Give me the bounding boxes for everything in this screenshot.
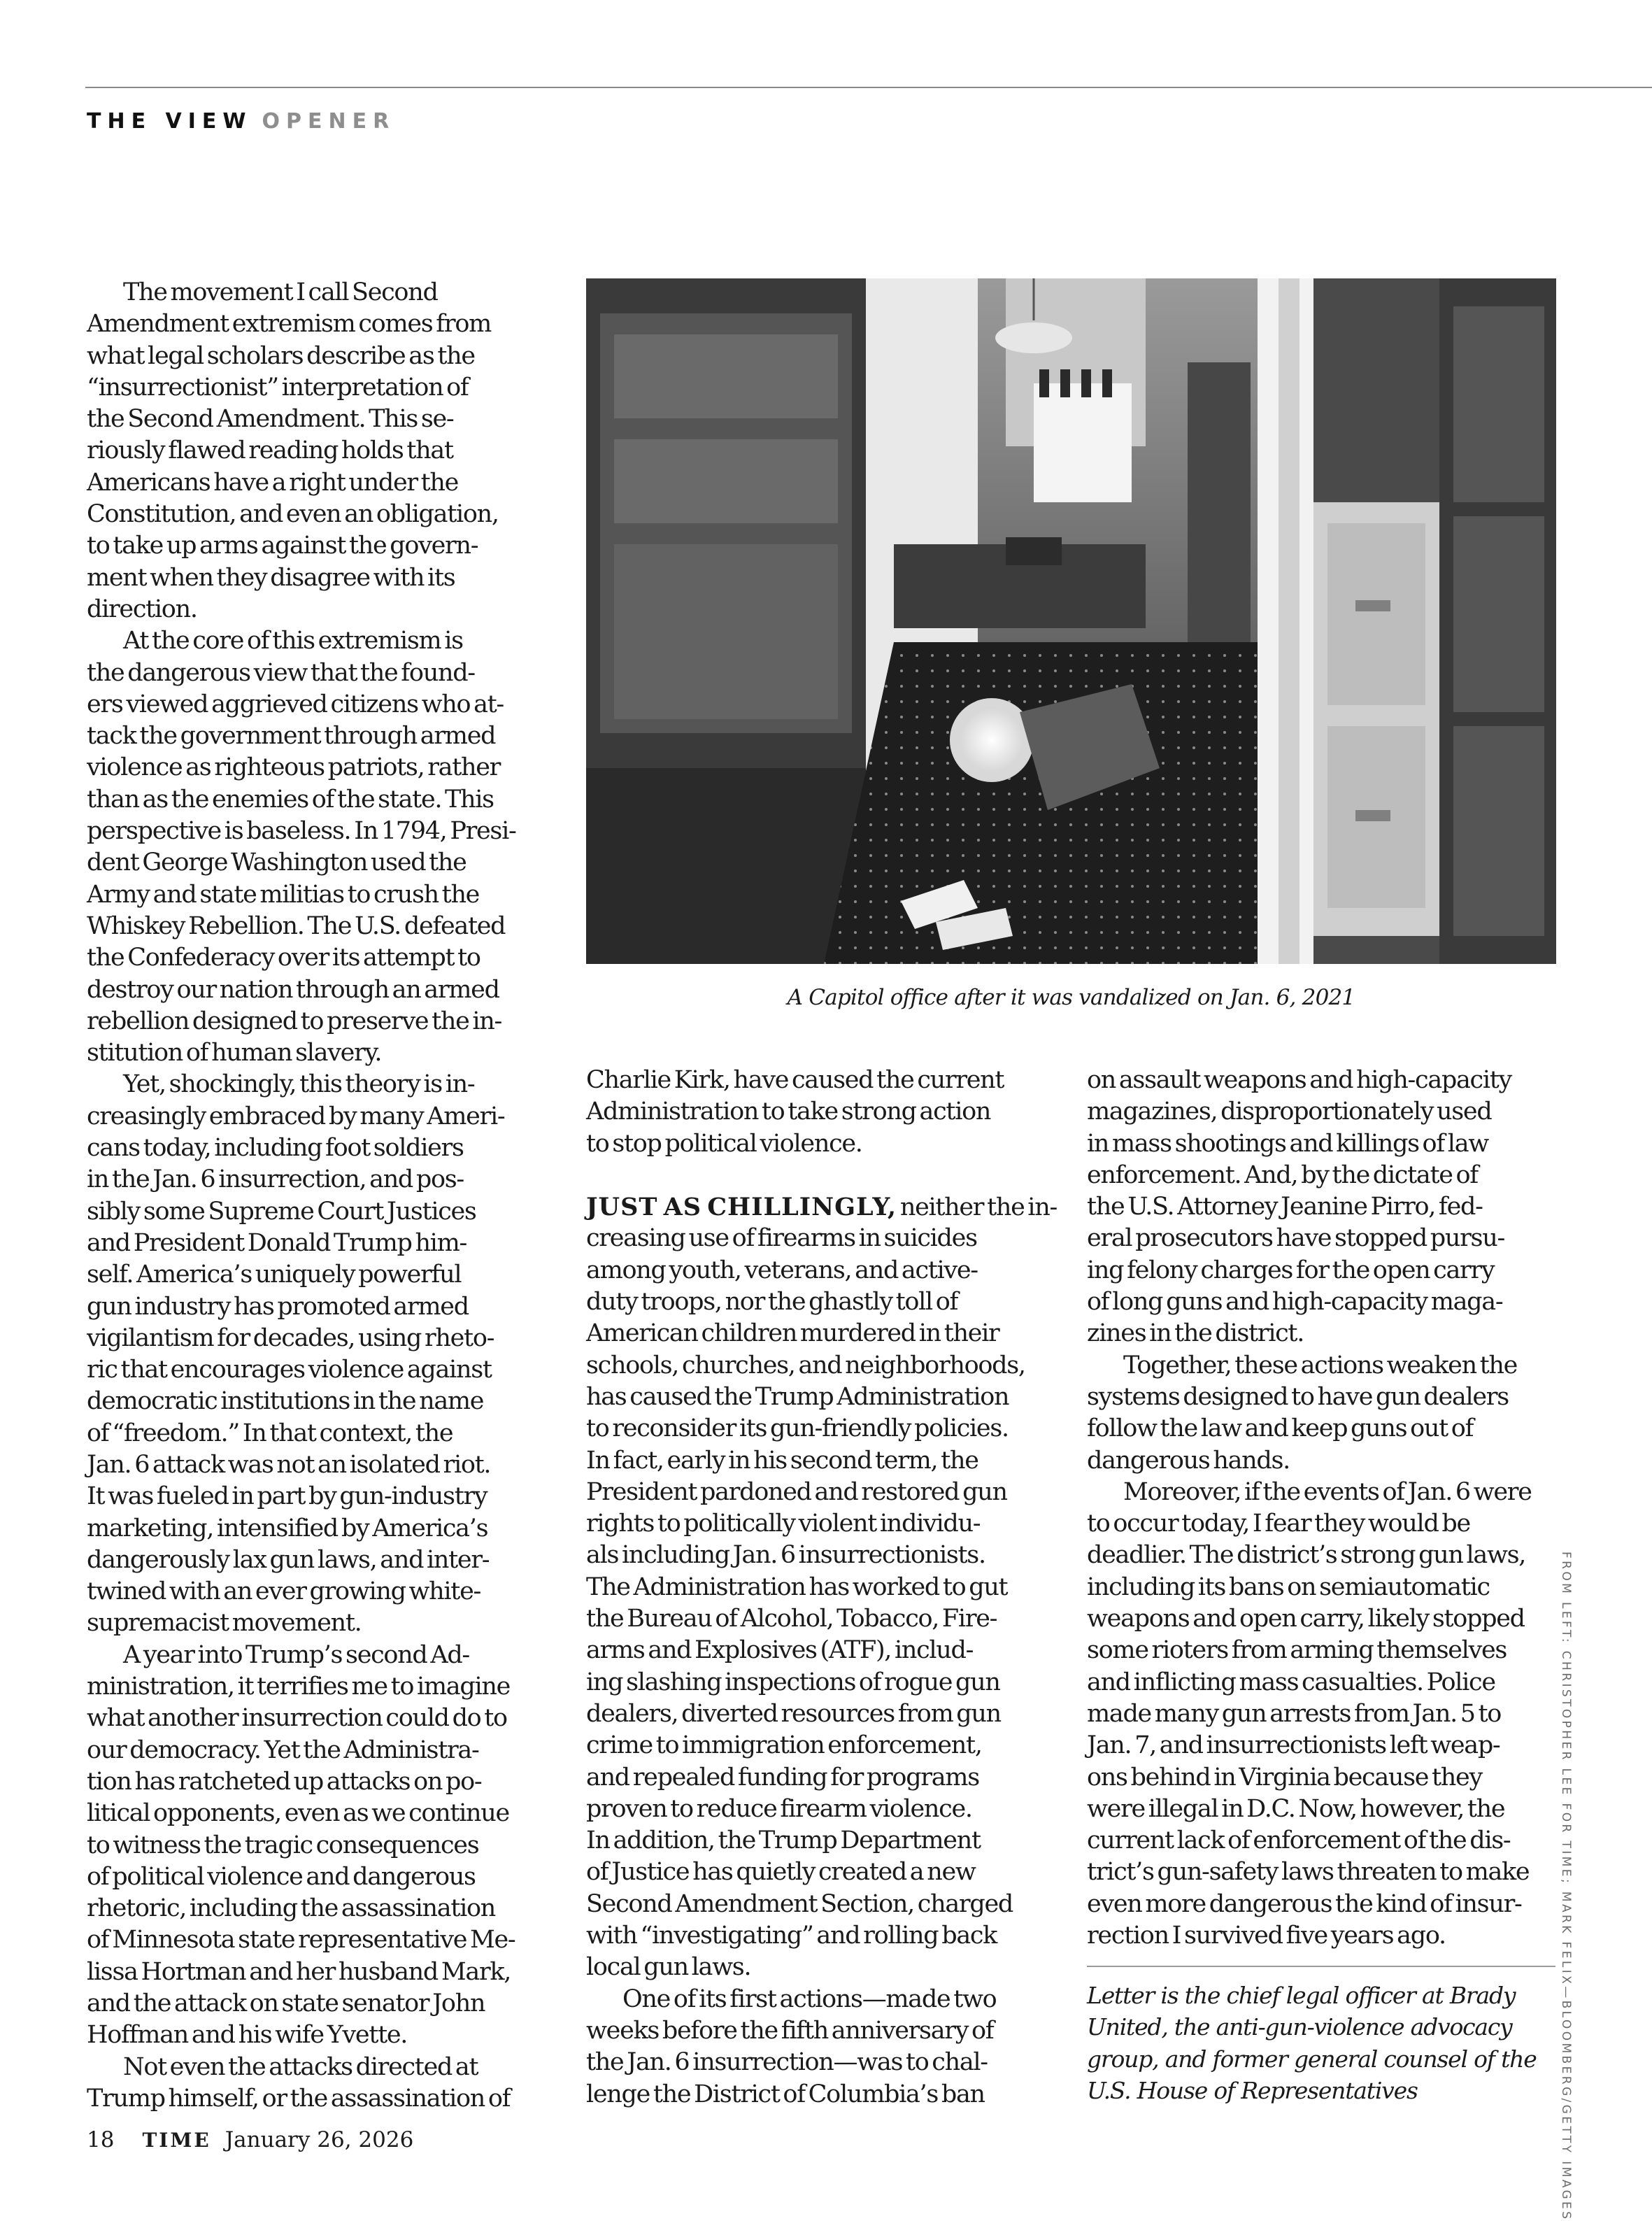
article-column-1 [87, 277, 516, 2115]
text-line: of Justice has quietly created a new [586, 1858, 976, 1887]
text-line: ment when they disagree with its [87, 563, 455, 592]
text-line: systems designed to have gun dealers [1087, 1382, 1509, 1411]
text-line: weeks before the fifth anniversary of [586, 2016, 994, 2045]
text-line: to take up arms against the govern- [87, 532, 478, 560]
text-line: Hoffman and his wife Yvette. [87, 2021, 408, 2050]
text-line: lissa Hortman and her husband Mark, [87, 1957, 511, 1986]
text-line: in mass shootings and killings of law [1087, 1129, 1488, 1158]
text-line: deadlier. The district’s strong gun laws, [1087, 1541, 1526, 1570]
text-line: local gun laws. [586, 1953, 751, 1982]
text-line: ers viewed aggrieved citizens who at- [87, 690, 504, 718]
text-line: to witness the tragic consequences [87, 1831, 479, 1859]
issue-date: January 26, 2026 [225, 2127, 414, 2152]
bio-line: Letter is the chief legal officer at Brady [1087, 1982, 1516, 2009]
text-line: Jan. 6 attack was not an isolated riot. [87, 1450, 491, 1479]
text-line: the dangerous view that the found- [87, 658, 475, 687]
text-line: creasing use of firearms in suicides [586, 1224, 977, 1253]
text-line: and President Donald Trump him- [87, 1228, 467, 1257]
text-line: ing felony charges for the open carry [1087, 1256, 1495, 1284]
text-line: sibly some Supreme Court Justices [87, 1197, 476, 1226]
text-line: rights to politically violent individu- [586, 1510, 981, 1538]
text-line: democratic institutions in the name [87, 1387, 484, 1416]
text-line: Charlie Kirk, have caused the current [586, 1066, 1004, 1094]
text-line: the Confederacy over its attempt to [87, 944, 480, 972]
text-line: ministration, it terrifies me to imagine [87, 1673, 511, 1701]
text-line: to occur today, I fear they would be [1087, 1510, 1470, 1538]
text-line: dent George Washington used the [87, 849, 467, 877]
paragraph-gap [586, 1160, 1057, 1191]
text-line: crime to immigration enforcement, [586, 1731, 982, 1760]
text-line: als including Jan. 6 insurrectionists. [586, 1541, 985, 1570]
capitol-office-photo [586, 278, 1556, 964]
text-line: to reconsider its gun-friendly policies. [586, 1414, 1009, 1443]
lead-rest: neither the in- [897, 1193, 1057, 1222]
photo-caption: A Capitol office after it was vandalized on Jan. 6, 2021 [787, 985, 1355, 1010]
text-line: Trump himself, or the assassination of [87, 2084, 511, 2113]
text-line: some rioters from arming themselves [1087, 1636, 1507, 1665]
text-line: zines in the district. [1087, 1319, 1304, 1348]
text-line: Army and state militias to crush the [87, 880, 480, 909]
text-line: were illegal in D.C. Now, however, the [1087, 1794, 1505, 1823]
photo-credit: FROM LEFT: CHRISTOPHER LEE FOR TIME; MARK FELIX—BLOOMBERG/GETTY IMAGES [1559, 1552, 1573, 2221]
text-line: rection I survived five years ago. [1087, 1922, 1446, 1950]
section-lead-in: JUST AS CHILLINGLY, [586, 1193, 897, 1222]
text-line: trict’s gun-safety laws threaten to make [1087, 1858, 1530, 1887]
text-line: with “investigating” and rolling back [586, 1922, 997, 1950]
text-line: our democracy. Yet the Administra- [87, 1736, 479, 1764]
text-line: stitution of human slavery. [87, 1039, 382, 1067]
text-line: Constitution, and even an obligation, [87, 500, 499, 529]
text-line: Not even the attacks directed at [123, 2052, 478, 2081]
text-line: even more dangerous the kind of insur- [1087, 1889, 1522, 1918]
text-line: destroy our nation through an armed [87, 975, 499, 1004]
text-line: violence as righteous patriots, rather [87, 753, 501, 782]
page-footer [87, 2127, 413, 2152]
text-line: has caused the Trump Administration [586, 1382, 1009, 1411]
article-column-2 [586, 1065, 1057, 2110]
text-line: vigilantism for decades, using rheto- [87, 1324, 494, 1352]
text-line: perspective is baseless. In 1794, Presi- [87, 817, 516, 846]
text-line: of long guns and high-capacity maga- [1087, 1288, 1503, 1317]
header-rule [85, 87, 1652, 88]
text-line: gun industry has promoted armed [87, 1292, 469, 1321]
text-line: ing slashing inspections of rogue gun [586, 1668, 1000, 1696]
text-line: marketing, intensified by America’s [87, 1514, 488, 1542]
text-line: One of its first actions—made two [622, 1985, 997, 2013]
page-number: 18 [87, 2127, 115, 2152]
text-line: lenge the District of Columbia’s ban [586, 2080, 985, 2108]
text-line: Administration to take strong action [586, 1098, 991, 1126]
text-line: of political violence and dangerous [87, 1862, 476, 1891]
text-line: duty troops, nor the ghastly toll of [586, 1288, 958, 1317]
text-line: The Administration has worked to gut [586, 1573, 1008, 1601]
text-line: Whiskey Rebellion. The U.S. defeated [87, 911, 506, 940]
text-line: and inflicting mass casualties. Police [1087, 1668, 1495, 1696]
text-line: follow the law and keep guns out of [1087, 1414, 1474, 1443]
text-line: A year into Trump’s second Ad- [123, 1640, 469, 1669]
subsection-name: OPENER [262, 109, 396, 134]
text-line: enforcement. And, by the dictate of [1087, 1161, 1478, 1189]
text-line: on assault weapons and high-capacity [1087, 1066, 1511, 1094]
text-line: Amendment extremism comes from [87, 310, 491, 339]
text-line: the Jan. 6 insurrection—was to chal- [586, 2048, 988, 2077]
text-line: Together, these actions weaken the [1123, 1351, 1518, 1379]
text-line: rebellion designed to preserve the in- [87, 1007, 502, 1035]
text-line: It was fueled in part by gun-industry [87, 1482, 487, 1511]
text-line: ons behind in Virginia because they [1087, 1763, 1482, 1791]
text-line: of Minnesota state representative Me- [87, 1926, 515, 1954]
bio-divider [1087, 1966, 1555, 1967]
text-line: eral prosecutors have stopped pursu- [1087, 1224, 1504, 1253]
text-line: the U.S. Attorney Jeanine Pirro, fed- [1087, 1193, 1483, 1221]
text-line: Americans have a right under the [87, 468, 459, 497]
text-line: tion has ratcheted up attacks on po- [87, 1767, 482, 1796]
text-line [586, 1191, 1057, 1223]
text-line: tack the government through armed [87, 722, 496, 751]
text-line: including its bans on semiautomatic [1087, 1573, 1490, 1601]
text-line: President pardoned and restored gun [586, 1477, 1007, 1506]
text-line: arms and Explosives (ATF), includ- [586, 1636, 974, 1665]
photo-illustration [586, 278, 1556, 964]
text-line: in the Jan. 6 insurrection, and pos- [87, 1165, 464, 1194]
text-line: twined with an ever growing white- [87, 1577, 481, 1606]
text-line: Second Amendment Section, charged [586, 1889, 1013, 1918]
text-line: dealers, diverted resources from gun [586, 1699, 1001, 1728]
text-line: cans today, including foot soldiers [87, 1134, 464, 1163]
section-label [87, 109, 395, 134]
text-line: to stop political violence. [586, 1129, 862, 1158]
text-line: “insurrectionist” interpretation of [87, 373, 469, 402]
text-line: riously flawed reading holds that [87, 437, 453, 465]
text-line: schools, churches, and neighborhoods, [586, 1351, 1025, 1379]
text-line: The movement I call Second [123, 278, 438, 306]
text-line: weapons and open carry, likely stopped [1087, 1605, 1525, 1633]
text-line: current lack of enforcement of the dis- [1087, 1826, 1511, 1855]
text-line: self. America’s uniquely powerful [87, 1261, 462, 1289]
text-line: what legal scholars describe as the [87, 341, 475, 370]
article-column-3 [1087, 1065, 1532, 1952]
magazine-name: TIME [142, 2129, 211, 2152]
text-line: what another insurrection could do to [87, 1704, 507, 1733]
text-line: the Second Amendment. This se- [87, 405, 454, 434]
text-line: and the attack on state senator John [87, 1989, 485, 2018]
text-line: In fact, early in his second term, the [586, 1446, 978, 1475]
text-line: dangerous hands. [1087, 1446, 1290, 1475]
bio-line: U.S. House of Representatives [1087, 2076, 1418, 2104]
text-line: and repealed funding for programs [586, 1763, 979, 1791]
text-line: American children murdered in their [586, 1319, 999, 1348]
text-line: ric that encourages violence against [87, 1356, 492, 1384]
text-line: among youth, veterans, and active- [586, 1256, 978, 1284]
text-line: the Bureau of Alcohol, Tobacco, Fire- [586, 1605, 997, 1633]
section-name: THE VIEW [87, 109, 252, 134]
text-line: Moreover, if the events of Jan. 6 were [1123, 1477, 1532, 1506]
text-line: litical opponents, even as we continue [87, 1799, 509, 1828]
text-line: creasingly embraced by many Ameri- [87, 1102, 505, 1130]
text-line: dangerously lax gun laws, and inter- [87, 1545, 490, 1574]
text-line: made many gun arrests from Jan. 5 to [1087, 1699, 1502, 1728]
bio-line: United, the anti-gun-violence advocacy [1087, 2013, 1512, 2041]
author-bio [1087, 1980, 1537, 2106]
text-line: At the core of this extremism is [123, 627, 463, 655]
text-line: magazines, disproportionately used [1087, 1098, 1492, 1126]
text-line: of “freedom.” In that context, the [87, 1419, 453, 1447]
bio-line: group, and former general counsel of the [1087, 2045, 1537, 2073]
text-line: Jan. 7, and insurrectionists left weap- [1087, 1731, 1500, 1760]
text-line: In addition, the Trump Department [586, 1826, 981, 1855]
text-line: proven to reduce firearm violence. [586, 1794, 972, 1823]
text-line: Yet, shockingly, this theory is in- [123, 1070, 475, 1099]
text-line: direction. [87, 595, 197, 623]
text-line: than as the enemies of the state. This [87, 785, 494, 814]
text-line: rhetoric, including the assassination [87, 1894, 496, 1923]
text-line: supremacist movement. [87, 1609, 362, 1638]
